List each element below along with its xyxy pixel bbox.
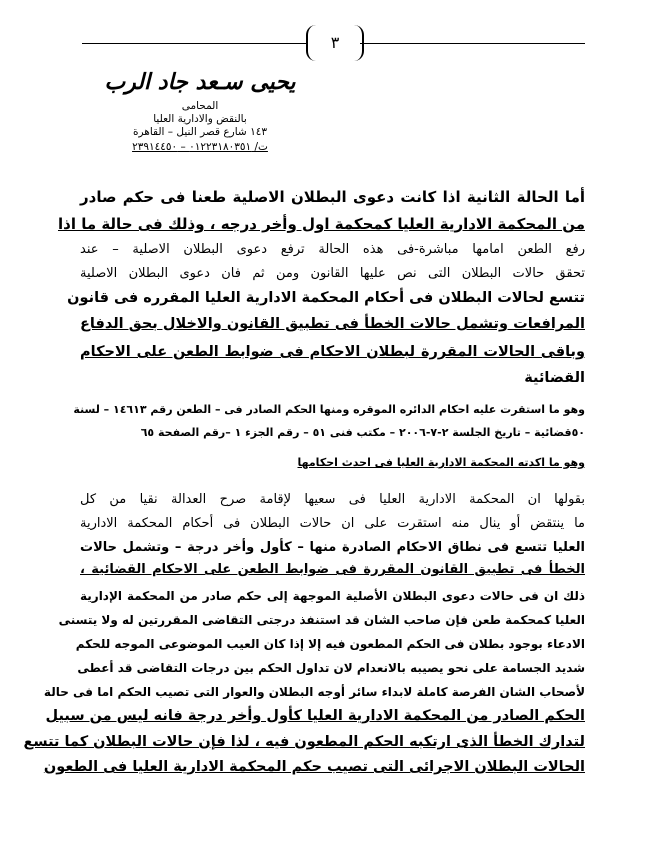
body-line: لتدارك الخطأ الذى ارتكبه الحكم المطعون فيه ، لذا فإن حالات البطلان كما تتسع [23, 734, 585, 750]
lawyer-specialty: بالنقض والادارية العليا [153, 113, 247, 125]
header-rule-right [360, 43, 585, 44]
body-line: المرافعات وتشمل حالات الخطأ فى تطبيق القانون والاخلال بحق الدفاع [80, 316, 585, 332]
lawyer-title: المحامى [181, 100, 219, 112]
body-line: تتسع لحالات البطلان فى أحكام المحكمة الادارية العليا المقرره فى قانون [67, 290, 585, 306]
body-line: تحقق حالات البطلان التى نص عليها القانون ومن ثم فان دعوى البطلان الاصلية [80, 266, 585, 281]
lawyer-name: يحيى سـعد جاد الرب [104, 70, 296, 95]
body-line: الخطأ فى تطبيق القانون المقررة فى ضوابط الطعن على الاحكام القضائية ، [80, 562, 585, 577]
body-line: وهو ما استقرت عليه احكام الدائره الموقره ومنها الحكم الصادر فى – الطعن رقم ١٤٦١٣ – لسنة [73, 403, 585, 416]
body-line: رفع الطعن امامها مباشرة-فى هذه الحالة ترفع دعوى البطلان الاصلية – عند [80, 242, 585, 257]
body-line: من المحكمة الادارية العليا كمحكمة اول وأخر درجه ، وذلك فى حالة ما اذا [57, 215, 585, 233]
body-line: لأصحاب الشان الفرصة كاملة لابداء سائر أوجه البطلان والعوار التى تصيب الحكم اما فى حالة [43, 685, 585, 699]
lawyer-address: ١٤٣ شارع قصر النيل – القاهرة [133, 126, 267, 138]
body-line: ذلك ان فى حالات دعوى البطلان الأصلية الموجهة إلى حكم صادر من المحكمة الإدارية [80, 589, 585, 603]
body-line: الحالات البطلان الاجرائى التى تصيب حكم المحكمة الادارية العليا فى الطعون [43, 759, 585, 775]
body-line: العليا كمحكمة طعن فإن صاحب الشان قد استنفذ درجتى التقاضى المقررتين له ولا يتسنى [58, 613, 585, 627]
body-line: ما ينتقض أو ينال منه استقرت على ان حالات البطلان فى أحكام المحكمة الادارية [80, 516, 585, 531]
body-line: وهو ما اكدته المحكمة الادارية العليا فى احدث احكامها [297, 456, 585, 469]
body-line: العليا تتسع فى نطاق الاحكام الصادرة منها – كأول وأخر درجة – وتشمل حالات [80, 540, 585, 555]
page-number: ٣ [306, 25, 364, 61]
body-line: بقولها ان المحكمة الادارية العليا فى سعيها لإقامة صرح العدالة نقيا من كل [80, 492, 585, 507]
header-rule-left [82, 43, 307, 44]
lawyer-phones: ت/ ٠١٢٢٣١٨٠٣٥١ – ٢٣٩١٤٤٥٠ [132, 141, 268, 153]
body-line: ٥٠قضائية – تاريخ الجلسة ٢-٧-٢٠٠٦ – مكتب فنى ٥١ – رقم الجزء ١ –رقم الصفحة ٦٥ [140, 426, 585, 439]
body-line: وباقى الحالات المقررة لبطلان الاحكام فى ضوابط الطعن على الاحكام [80, 344, 585, 360]
body-line: الادعاء بوجود بطلان فى الحكم المطعون فيه إلا إذا كان العيب الموضوعى الموجه للحكم [75, 637, 585, 651]
body-line: شديد الجسامة على نحو يصيبه بالانعدام لان تداول الحكم بين درجات التقاضى قد أعطى [77, 661, 585, 675]
body-line: أما الحالة الثانية اذا كانت دعوى البطلان الاصلية طعنا فى حكم صادر [80, 188, 585, 206]
body-line: القضائية [524, 370, 585, 386]
body-line: الحكم الصادر من المحكمة الادارية العليا كأول وأخر درجة فانه ليس من سبيل [45, 708, 585, 724]
